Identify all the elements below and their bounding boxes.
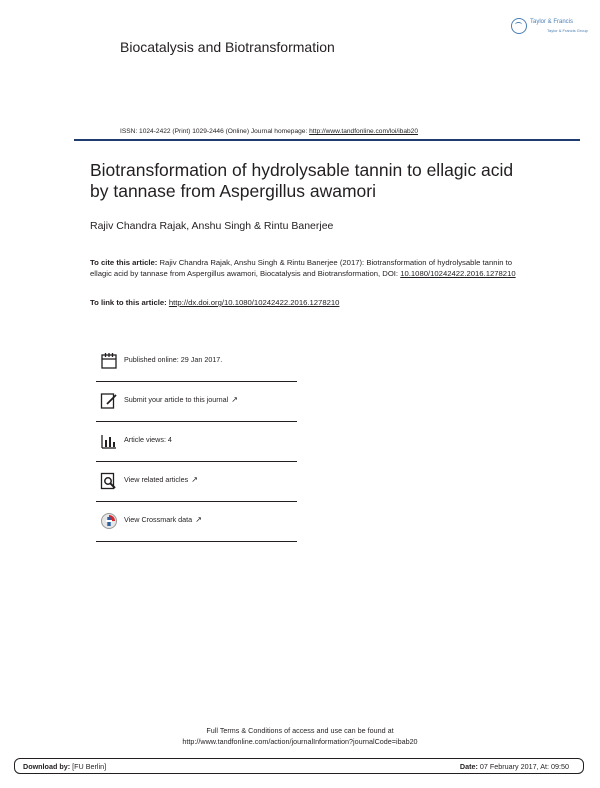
journal-title: Biocatalysis and Biotransformation: [120, 39, 335, 55]
article-doi-url[interactable]: http://dx.doi.org/10.1080/10242422.2016.1278210: [168, 298, 340, 307]
article-views: Article views: 4: [124, 435, 172, 444]
journal-homepage-link[interactable]: http://www.tandfonline.com/loi/ibab20: [309, 128, 419, 135]
published-row: [96, 342, 297, 382]
bar-chart-icon: [100, 432, 118, 450]
publisher-brand: Taylor & Francis: [530, 19, 574, 25]
publisher-logo-icon: [511, 18, 527, 34]
edit-document-icon: [100, 392, 118, 410]
citation-label: To cite this article:: [90, 258, 158, 267]
crossmark-link[interactable]: View Crossmark data ↗: [124, 515, 202, 524]
search-document-icon: [100, 472, 118, 490]
external-link-icon: ↗: [195, 515, 202, 524]
download-date: Date: 07 February 2017, At: 09:50: [459, 762, 569, 771]
terms-url[interactable]: http://www.tandfonline.com/action/journalInformation?journalCode=ibab20: [182, 737, 418, 746]
citation-block: [90, 257, 530, 279]
terms-text: Full Terms & Conditions of access and use can be found at: [206, 726, 394, 735]
external-link-icon: ↗: [231, 395, 238, 404]
published-date: Published online: 29 Jan 2017.: [124, 355, 223, 364]
publisher-tagline: Taylor & Francis Group: [547, 28, 588, 33]
article-title: Biotransformation of hydrolysable tannin to ellagic acid by tannase from Aspergillus awamori: [90, 160, 514, 201]
article-authors: Rajiv Chandra Rajak, Anshu Singh & Rintu Banerjee: [90, 220, 334, 232]
downloaded-by: Download by: [FU Berlin]: [23, 762, 107, 771]
citation-text: Rajiv Chandra Rajak, Anshu Singh & Rintu Banerjee (2017): Biotransformation of hydrolysable tannin to ellagic acid by tannase from Aspergillus awamori, Biocatalysis and Biotransformation, DOI:: [90, 258, 513, 278]
footer-terms: [0, 725, 600, 747]
link-label: To link to this article:: [90, 298, 169, 307]
citation-doi-link[interactable]: 10.1080/10242422.2016.1278210: [400, 269, 516, 278]
submit-article-row[interactable]: [96, 382, 297, 422]
crossmark-row[interactable]: [96, 502, 297, 542]
related-articles-row[interactable]: [96, 462, 297, 502]
issn-text: ISSN: 1024-2422 (Print) 1029-2446 (Online) Journal homepage:: [120, 128, 310, 135]
download-info-bar: [14, 758, 584, 774]
panel-divider: [96, 541, 297, 542]
submit-article-link[interactable]: Submit your article to this journal ↗: [124, 395, 238, 404]
crossmark-icon: [100, 512, 118, 530]
calendar-icon: [100, 352, 118, 370]
external-link-icon: ↗: [191, 475, 198, 484]
article-views-row: [96, 422, 297, 462]
article-link-block: [90, 298, 339, 307]
issn-line: [120, 128, 418, 135]
related-articles-link[interactable]: View related articles ↗: [124, 475, 198, 484]
header-divider: [74, 139, 580, 141]
publisher-logo: [511, 16, 588, 40]
